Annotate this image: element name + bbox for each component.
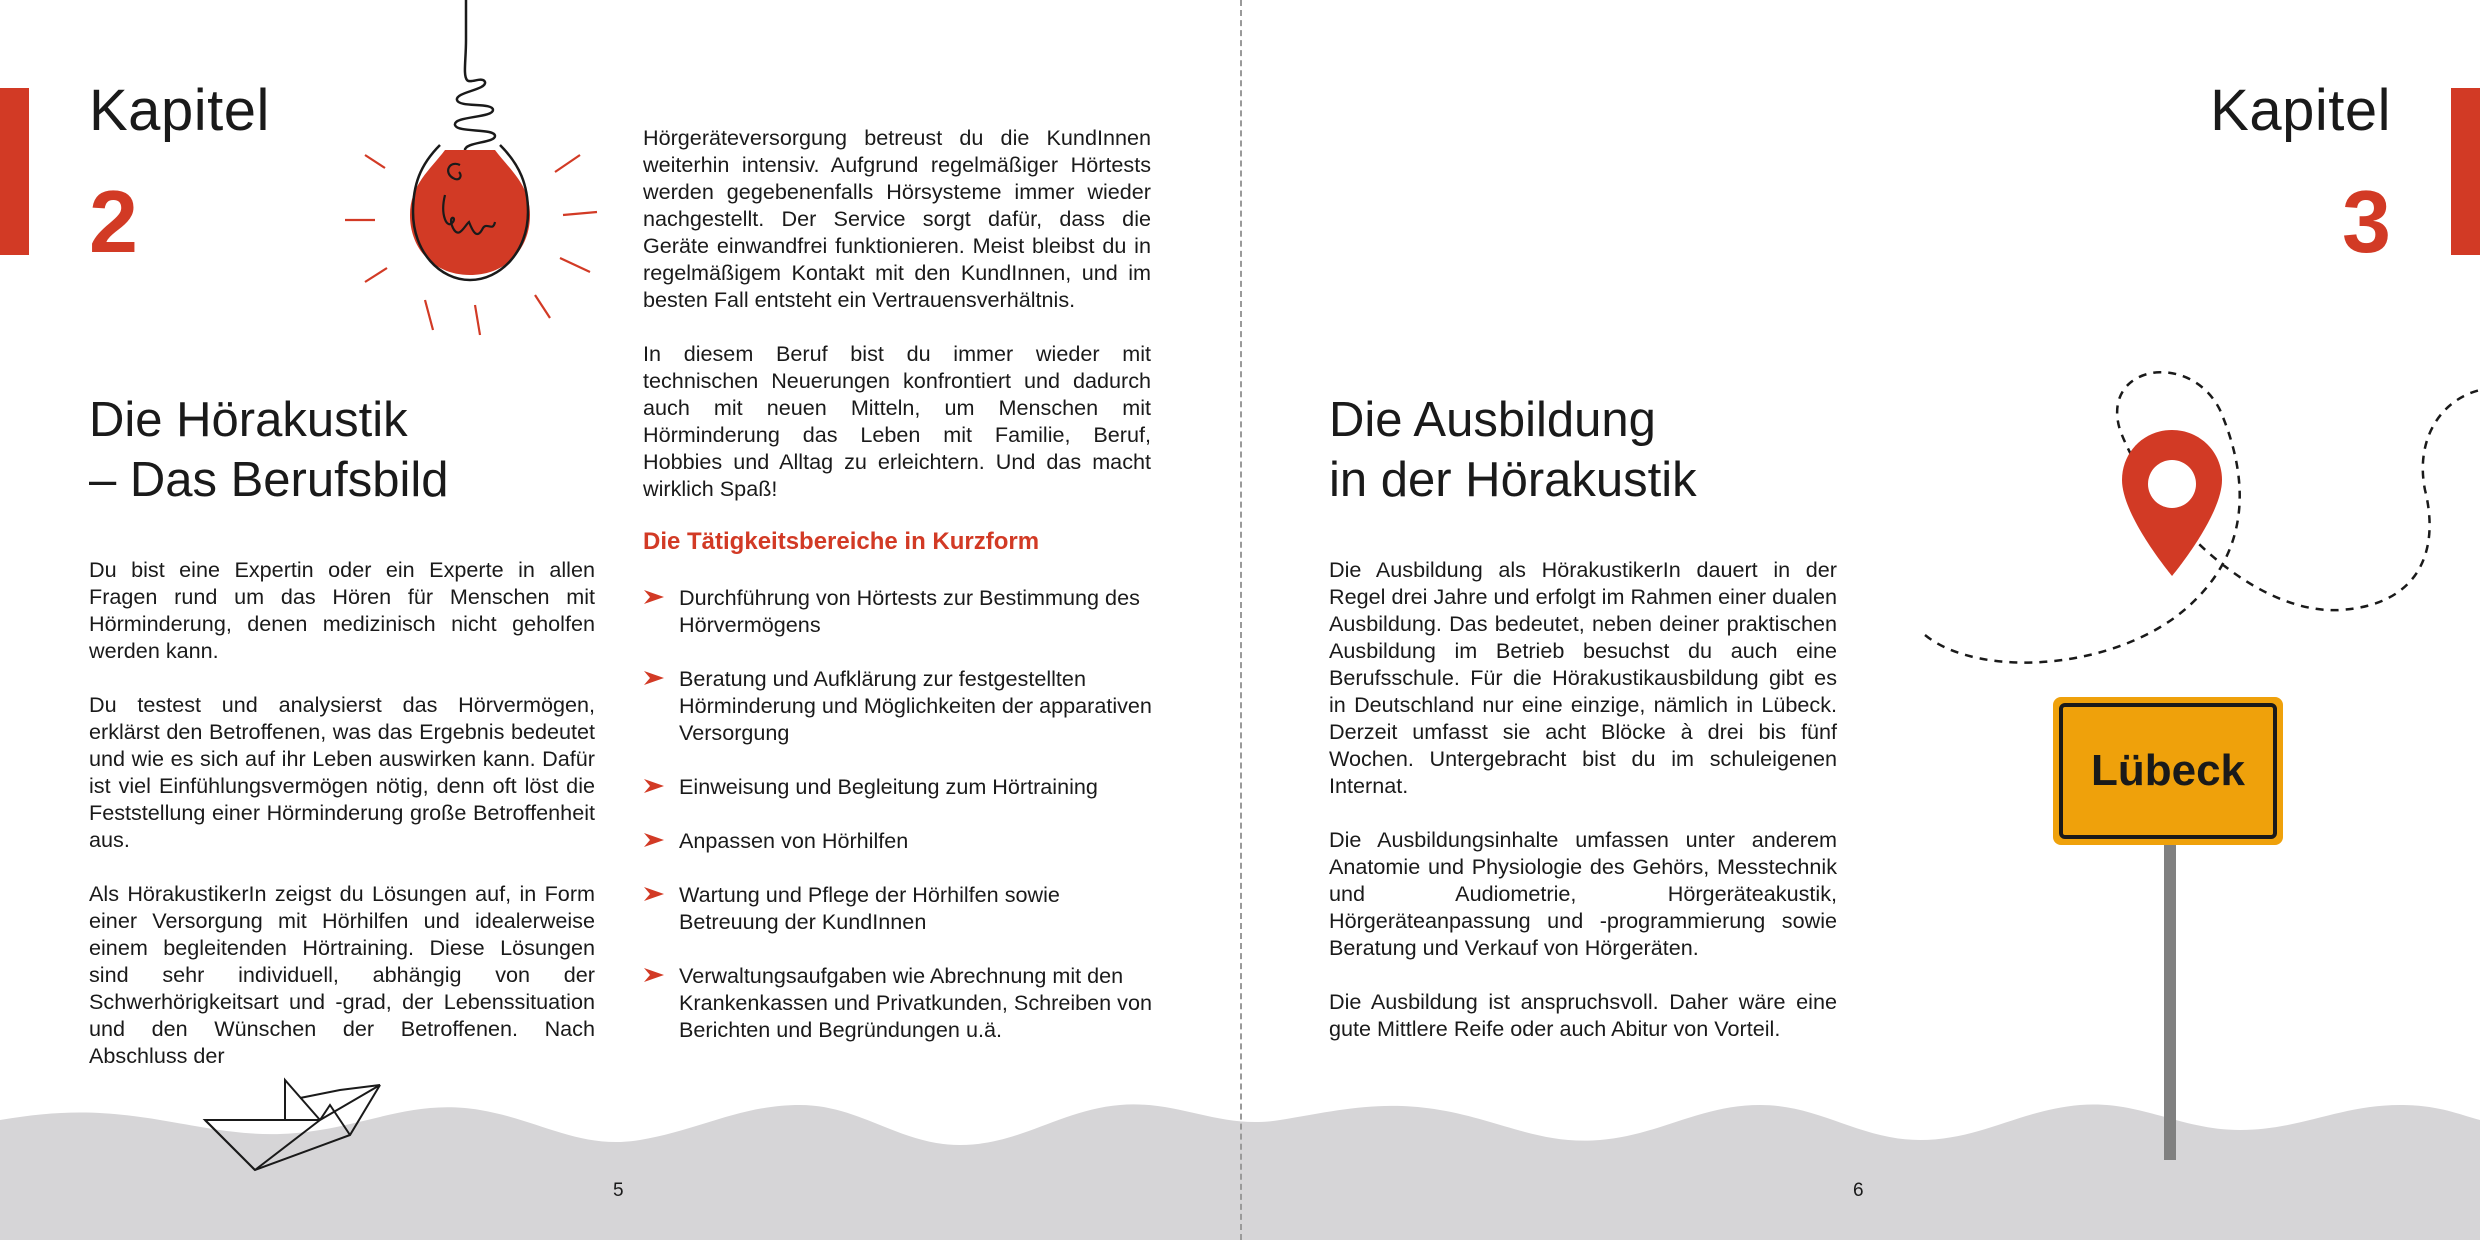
title-line: – Das Berufsbild: [89, 453, 449, 507]
chapter-number-right: 3: [2342, 172, 2391, 271]
list-item-text: Wartung und Pflege der Hörhilfen sowie Betreuung der KundInnen: [679, 882, 1060, 934]
body-paragraph: Die Ausbildung ist anspruchsvoll. Daher wäre eine gute Mittlere Reife oder auch Abitur von Vorteil.: [1329, 989, 1837, 1041]
list-item-text: Beratung und Aufklärung zur festgestellten Hörminderung und Möglichkeiten der apparativen Versorgung: [679, 666, 1152, 745]
body-paragraph: Du bist eine Expertin oder ein Experte in allen Fragen rund um das Hören für Menschen mit Hörminderung, denen medizinisch nicht geholfen werden kann.: [89, 557, 595, 663]
title-line: in der Hörakustik: [1329, 453, 1697, 507]
town-sign: [2053, 697, 2283, 845]
body-paragraph: Die Ausbildung als HörakustikerIn dauert in der Regel drei Jahre und erfolgt im Rahmen einer dualen Ausbildung. Das bedeutet, neben deiner praktischen Ausbildung im Betrieb besuchst du auch eine Berufsschule. Für die Hörakustikausbildung gibt es in Deutschland nur eine einzige, nämlich in Lübeck. Derzeit umfasst sie acht Blöcke à drei bis fünf Wochen. Untergebracht bist du im schuleigenen Internat.: [1329, 557, 1837, 798]
list-item-text: Verwaltungsaufgaben wie Abrechnung mit den Krankenkassen und Privatkunden, Schreiben von Berichten und Begründungen u.ä.: [679, 963, 1152, 1042]
list-item-text: Durchführung von Hörtests zur Bestimmung des Hörvermögens: [679, 585, 1140, 637]
chapter-label-left: Kapitel: [89, 78, 270, 143]
page-divider: [1240, 0, 1242, 1240]
title-line: Die Ausbildung: [1329, 393, 1656, 447]
list-item: [643, 665, 1163, 746]
list-item-text: Anpassen von Hörhilfen: [679, 828, 909, 853]
list-item-text: Einweisung und Begleitung zum Hörtraining: [679, 774, 1098, 799]
list-item: [643, 962, 1163, 1043]
list-item: [643, 584, 1163, 638]
body-paragraph: Als HörakustikerIn zeigst du Lösungen auf, in Form einer Versorgung mit Hörhilfen und idealerweise einem begleitenden Hörtraining. Diese Lösungen sind sehr individuell, abhängig von der Schwerhörigkeitsart und -grad, der Lebenssituation und den Wünschen der Betroffenen. Nach Abschluss der: [89, 881, 595, 1068]
chapter-marker-right: [2451, 88, 2480, 255]
chapter-marker-left: [0, 88, 29, 255]
page-title-right: [1329, 390, 1697, 510]
arrow-bullet-icon: [643, 885, 665, 903]
arrow-bullet-icon: [643, 966, 665, 984]
sign-pole: [2164, 845, 2176, 1160]
arrow-bullet-icon: [643, 588, 665, 606]
chapter-number-left: 2: [89, 172, 138, 271]
light-bulb-icon: [335, 0, 615, 340]
body-paragraph: Du testest und analysierst das Hörvermögen, erklärst den Betroffenen, was das Ergebnis bedeutet und wie es sich auf ihr Leben auswirken kann. Dafür ist viel Einfühlungsvermögen nötig, denn oft löst die Feststellung einer Hörminderung große Betroffenheit aus.: [89, 692, 595, 852]
body-paragraph: Hörgeräteversorgung betreust du die KundInnen weiterhin intensiv. Aufgrund regelmäßiger Hörtests werden gegebenenfalls Hörsysteme immer wieder nachgestellt. Der Service sorgt dafür, dass die Geräte einwandfrei funktionieren. Meist bleibst du in regelmäßigem Kontakt mit den KundInnen, und im besten Fall entsteht ein Vertrauensverhältnis.: [643, 125, 1151, 312]
list-item: [643, 881, 1163, 935]
page-number-right: 6: [1853, 1180, 1864, 1201]
arrow-bullet-icon: [643, 831, 665, 849]
body-paragraph: In diesem Beruf bist du immer wieder mit technischen Neuerungen konfrontiert und dadurch auch mit neuen Mitteln, um Menschen mit Hörminderung das Leben mit Familie, Beruf, Hobbies und Alltag zu erleichtern. Und das macht wirklich Spaß!: [643, 341, 1151, 501]
arrow-bullet-icon: [643, 669, 665, 687]
list-item: [643, 827, 1163, 854]
section-subheading: Die Tätigkeitsbereiche in Kurzform: [643, 528, 1040, 555]
title-line: Die Hörakustik: [89, 393, 408, 447]
paper-boat-icon: [200, 1070, 390, 1175]
chapter-label-right: Kapitel: [2210, 78, 2391, 143]
activities-list: [643, 584, 1163, 1070]
list-item: [643, 773, 1163, 800]
page-title-left: [89, 390, 449, 510]
body-paragraph: Die Ausbildungsinhalte umfassen unter anderem Anatomie und Physiologie des Gehörs, Messtechnik und Audiometrie, Hörgeräteakustik, Hörgeräteanpassung und -programmierung sowie Beratung und Verkauf von Hörgeräten.: [1329, 827, 1837, 960]
town-sign-label: Lübeck: [2059, 703, 2277, 839]
location-pin-icon: [2120, 428, 2224, 578]
arrow-bullet-icon: [643, 777, 665, 795]
page-number-left: 5: [613, 1180, 624, 1201]
